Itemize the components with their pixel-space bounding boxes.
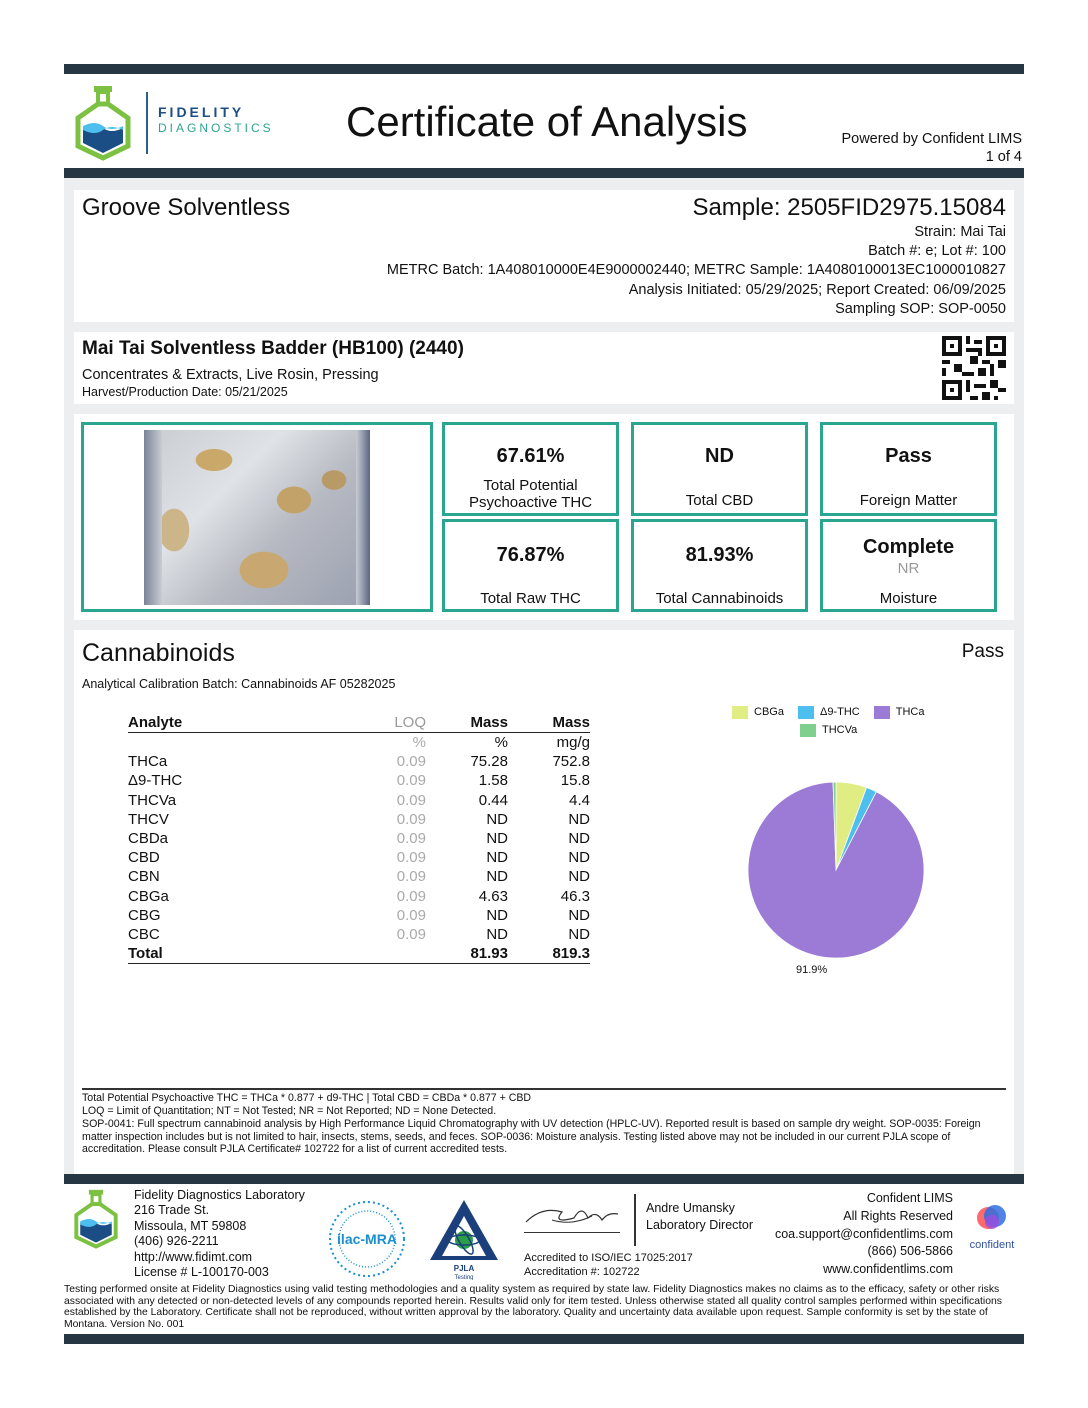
cell-analyte: CBN	[128, 868, 160, 886]
calibration-batch: Analytical Calibration Batch: Cannabinoids AF 05282025	[82, 677, 396, 691]
lab-name: Fidelity Diagnostics Laboratory	[134, 1188, 305, 1202]
product-name: Mai Tai Solventless Badder (HB100) (2440)	[82, 338, 464, 359]
tile-total-cannabinoids	[631, 519, 808, 612]
tile-total-psychoactive-thc	[442, 422, 619, 516]
cannabinoids-table	[128, 712, 590, 964]
cell-mass-mg: 46.3	[560, 887, 590, 905]
lims-email[interactable]: coa.support@confidentlims.com	[774, 1226, 953, 1241]
cannabinoid-pie-chart	[740, 774, 932, 966]
tile-label: Foreign Matter	[859, 492, 958, 509]
tile-sub: NR	[897, 560, 920, 577]
total-label: Total	[128, 944, 346, 964]
cell-mass-mg: ND	[568, 849, 590, 867]
footnote-divider	[82, 1088, 1006, 1090]
lims-website[interactable]: www.confidentlims.com	[823, 1262, 953, 1277]
confident-logo-text: confident	[969, 1239, 1015, 1251]
page-number: 1 of 4	[985, 149, 1022, 165]
cell-mass-pct: ND	[486, 849, 508, 867]
harvest-date: Harvest/Production Date: 05/21/2025	[82, 385, 288, 399]
total-mass-mg: 819.3	[508, 944, 590, 964]
table-row	[128, 867, 590, 886]
lims-name: Confident LIMS	[866, 1191, 953, 1205]
table-row	[128, 791, 590, 810]
unit-mass-pct: %	[494, 734, 508, 752]
cell-loq: 0.09	[396, 830, 426, 848]
legend-label: THCa	[895, 706, 925, 719]
client-name: Groove Solventless	[82, 194, 291, 221]
sample-id: Sample: 2505FID2975.15084	[692, 194, 1006, 221]
legend-swatch	[874, 706, 890, 719]
cell-analyte: CBC	[128, 925, 160, 943]
logo-text-diagnostics: DIAGNOSTICS	[158, 121, 274, 135]
footnote-formulas: Total Potential Psychoactive THC = THCa * 0.877 + d9-THC | Total CBD = CBDa * 0.877 + CBD	[82, 1092, 532, 1104]
table-row	[128, 887, 590, 906]
logo-divider	[146, 92, 148, 154]
tile-moisture	[820, 519, 997, 612]
tile-value: ND	[705, 445, 734, 467]
cell-mass-mg: 15.8	[560, 772, 590, 790]
header-bar	[64, 168, 1024, 178]
cell-mass-mg: ND	[568, 925, 590, 943]
unit-mass-mg: mg/g	[556, 734, 590, 752]
lab-street: 216 Trade St.	[134, 1203, 210, 1218]
pie-annotation: 91.9%	[796, 964, 828, 976]
cannabinoids-title: Cannabinoids	[82, 639, 235, 667]
sample-photo-frame	[81, 422, 433, 612]
tile-label: Total Raw THC	[480, 590, 581, 607]
cell-loq: 0.09	[396, 810, 426, 828]
table-header	[128, 712, 590, 733]
director-name: Andre Umansky	[646, 1201, 735, 1215]
tile-label: Psychoactive THC	[468, 494, 593, 511]
client-panel	[74, 190, 1014, 322]
footer-bar	[64, 1174, 1024, 1184]
total-mass-pct: 81.93	[426, 944, 508, 964]
col-analyte: Analyte	[128, 712, 346, 733]
legend-swatch	[732, 706, 748, 719]
legend-item	[874, 706, 925, 718]
total-row	[128, 944, 590, 964]
total-loq	[346, 944, 426, 964]
lab-logo	[70, 84, 136, 162]
unit-loq: %	[412, 734, 426, 752]
cell-loq: 0.09	[396, 753, 426, 771]
lims-rights: All Rights Reserved	[843, 1208, 953, 1223]
cell-loq: 0.09	[396, 849, 426, 867]
footer-lab-logo	[70, 1188, 122, 1250]
cell-loq: 0.09	[396, 772, 426, 790]
sample-photo	[144, 430, 370, 605]
confident-logo	[964, 1202, 1020, 1251]
lims-phone: (866) 506-5866	[867, 1244, 953, 1259]
cell-mass-pct: 0.44	[478, 791, 508, 809]
powered-by: Powered by Confident LIMS	[841, 131, 1022, 147]
cell-mass-mg: ND	[568, 810, 590, 828]
table-row	[128, 771, 590, 790]
legend-swatch	[800, 724, 816, 737]
pie-legend	[732, 706, 972, 742]
analysis-dates: Analysis Initiated: 05/29/2025; Report Created: 06/09/2025	[628, 282, 1006, 298]
cell-analyte: CBGa	[128, 887, 169, 905]
cell-loq: 0.09	[396, 925, 426, 943]
metrc-info: METRC Batch: 1A408010000E4E9000002440; METRC Sample: 1A4080100013EC1000010827	[386, 262, 1006, 278]
strain: Strain: Mai Tai	[914, 224, 1006, 240]
photo-jar-edge	[356, 430, 370, 605]
pjla-text: PJLA	[453, 1264, 475, 1273]
lab-license: License # L-100170-003	[134, 1265, 269, 1280]
pjla-sub-text: Testing	[454, 1275, 474, 1280]
ilac-mra-badge	[328, 1200, 406, 1278]
cell-analyte: CBG	[128, 906, 161, 924]
legend-item	[798, 706, 860, 718]
legend-label: CBGa	[754, 706, 784, 719]
lab-phone: (406) 926-2211	[134, 1234, 219, 1249]
cell-analyte: THCa	[128, 753, 168, 771]
cannabinoids-status: Pass	[961, 641, 1004, 662]
tile-label: Total CBD	[685, 492, 754, 509]
cell-mass-pct: ND	[486, 810, 508, 828]
signature-image	[522, 1196, 622, 1232]
col-mass-mg: Mass	[508, 712, 590, 733]
legend-row	[732, 706, 972, 724]
cell-mass-mg: ND	[568, 906, 590, 924]
batch-lot: Batch #: e; Lot #: 100	[868, 243, 1006, 259]
cell-analyte: CBD	[128, 849, 160, 867]
tile-total-cbd	[631, 422, 808, 516]
cell-mass-pct: 1.58	[478, 772, 508, 790]
footnote-methods: SOP-0041: Full spectrum cannabinoid analysis by High Performance Liquid Chromatography with UV detection (HPLC-UV). Reported result is based on sample dry weight. SOP-0035: Foreign matter inspection includes but is not limited to hair, insects, stems, seeds, and feces. SOP-0036: Moisture analysis. Testing listed above may not be included in our current PJLA scope of accreditation. Please consult PJLA Certificate# 102722 for a list of current accredited tests.	[82, 1118, 981, 1156]
cell-mass-pct: ND	[486, 925, 508, 943]
lims-info	[775, 1190, 953, 1279]
tile-label: Moisture	[879, 590, 938, 607]
photo-jar-edge	[144, 430, 162, 605]
tile-value: Pass	[885, 445, 932, 467]
tile-value: 67.61%	[496, 445, 565, 467]
col-loq: LOQ	[346, 712, 426, 733]
cell-mass-pct: ND	[486, 830, 508, 848]
legend-item	[800, 724, 857, 736]
product-panel	[74, 332, 1014, 404]
lab-address	[134, 1188, 305, 1280]
lab-city: Missoula, MT 59808	[134, 1218, 247, 1233]
legend-label: THCVa	[822, 724, 858, 737]
cell-analyte: THCVa	[128, 791, 177, 809]
cell-mass-mg: 4.4	[569, 791, 590, 809]
pjla-badge	[426, 1196, 502, 1280]
cell-mass-pct: ND	[486, 906, 508, 924]
director-title: Laboratory Director	[646, 1218, 753, 1232]
logo-text-fidelity: FIDELITY	[158, 104, 245, 120]
table-row	[128, 752, 590, 771]
table-row	[128, 848, 590, 867]
table-row	[128, 810, 590, 829]
tile-value: 76.87%	[496, 544, 565, 566]
ilac-text: ilac-MRA	[337, 1231, 397, 1247]
col-mass-pct: Mass	[426, 712, 508, 733]
cell-mass-pct: ND	[486, 868, 508, 886]
footnote-legend: LOQ = Limit of Quantitation; NT = Not Tested; NR = Not Reported; ND = None Detected.	[82, 1105, 497, 1117]
cell-mass-mg: ND	[568, 868, 590, 886]
tile-value: 81.93%	[685, 544, 754, 566]
tile-total-raw-thc	[442, 519, 619, 612]
cell-loq: 0.09	[396, 791, 426, 809]
top-bar	[64, 64, 1024, 74]
table-row	[128, 906, 590, 925]
cell-analyte: CBDa	[128, 830, 169, 848]
table-row	[128, 829, 590, 848]
qr-code[interactable]	[942, 336, 1006, 400]
lab-website[interactable]: http://www.fidimt.com	[134, 1249, 253, 1264]
cell-mass-pct: 75.28	[470, 753, 508, 771]
legend-row	[732, 724, 972, 742]
cell-loq: 0.09	[396, 887, 426, 905]
sampling-sop: Sampling SOP: SOP-0050	[835, 301, 1006, 317]
cell-mass-pct: 4.63	[478, 887, 508, 905]
accreditation-number: Accreditation #: 102722	[524, 1266, 640, 1278]
cell-analyte: THCV	[128, 810, 169, 828]
summary-panel	[74, 414, 1014, 620]
cell-analyte: Δ9-THC	[128, 772, 183, 790]
cell-mass-mg: ND	[568, 830, 590, 848]
legend-label: Δ9-THC	[819, 706, 860, 719]
table-row	[128, 925, 590, 944]
tile-value: Complete	[862, 536, 955, 558]
signature-divider	[634, 1194, 636, 1246]
tile-label: Total Cannabinoids	[655, 590, 784, 607]
page-title: Certificate of Analysis	[346, 98, 748, 145]
tile-foreign-matter	[820, 422, 997, 516]
cell-loq: 0.09	[396, 868, 426, 886]
iso-accreditation: Accredited to ISO/IEC 17025:2017	[524, 1252, 693, 1264]
cell-loq: 0.09	[396, 906, 426, 924]
cell-mass-mg: 752.8	[552, 753, 590, 771]
signature-line	[524, 1232, 620, 1233]
disclaimer: Testing performed onsite at Fidelity Diagnostics using valid testing methodologies and a quality system as required by state law. Fidelity Diagnostics makes no claims as to the efficacy, safety or other risks associated with any detected or non-detected levels of any compounds reported herein. Results valid only for item tested. Unless otherwise stated all quality control samples performed within specifications established by the Laboratory. Certificate shall not be reproduced, without written approval by the laboratory. Quality and uncertainty data available upon request. Sample conformity is set by the state of Montana. Version No. 001	[64, 1284, 1002, 1330]
bottom-bar	[64, 1334, 1024, 1344]
legend-swatch	[798, 706, 814, 719]
units-row	[128, 733, 590, 753]
product-category: Concentrates & Extracts, Live Rosin, Pressing	[82, 367, 379, 383]
legend-item	[732, 706, 784, 718]
tile-label: Total Potential	[483, 477, 578, 494]
